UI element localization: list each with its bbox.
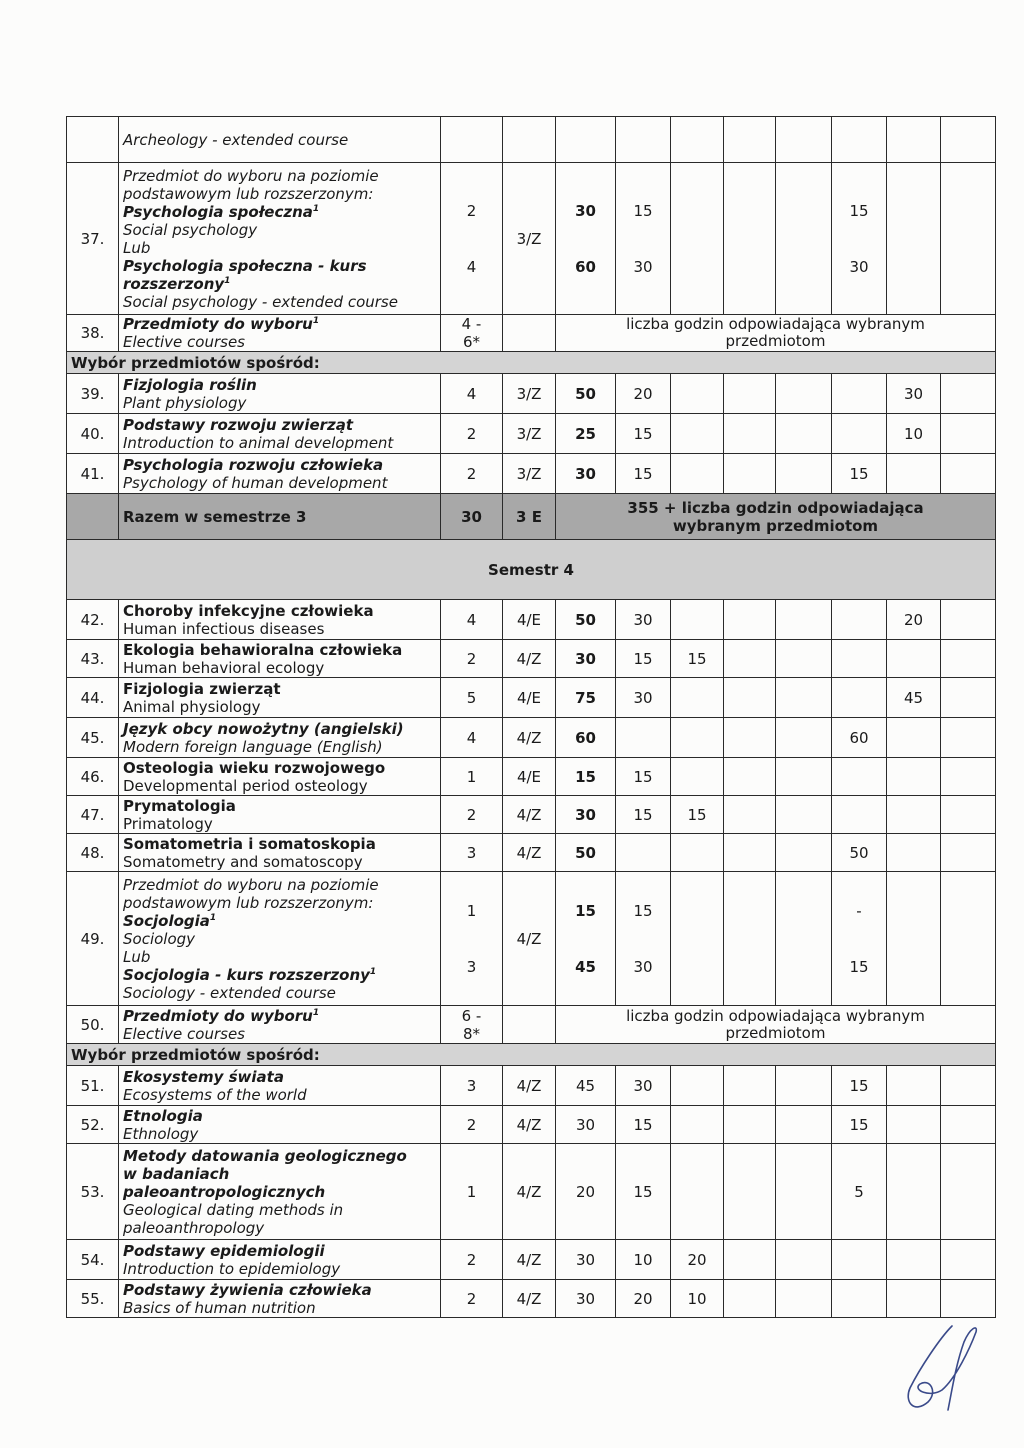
row-number: 49. bbox=[67, 872, 119, 1006]
course-name-pl: Przedmioty do wyboru$^1$ bbox=[123, 1006, 320, 1025]
total-hours: 30 bbox=[556, 640, 616, 678]
course-name-en: Modern foreign language (English) bbox=[123, 737, 383, 756]
hours-value: 30 bbox=[887, 374, 941, 414]
semester-form: 4/E bbox=[503, 678, 556, 718]
table-row bbox=[67, 1240, 996, 1280]
semester-form: 3/Z bbox=[503, 454, 556, 494]
table-row bbox=[67, 834, 996, 872]
semester-form: 4/Z bbox=[503, 1106, 556, 1144]
row-number: 41. bbox=[67, 454, 119, 494]
semester-form: 3/Z bbox=[503, 414, 556, 454]
semester-form: 4/Z bbox=[503, 718, 556, 758]
ects-value: 4 bbox=[466, 257, 477, 276]
hours-value: 10 bbox=[671, 1280, 724, 1318]
course-name-en: Social psychology - extended course bbox=[123, 292, 398, 311]
hours-value: 60 bbox=[832, 718, 887, 758]
table-row bbox=[67, 414, 996, 454]
total-hours: 30 bbox=[556, 1280, 616, 1318]
row-number: 45. bbox=[67, 718, 119, 758]
course-name-en: Elective courses bbox=[123, 1024, 245, 1043]
section-heading: Wybór przedmiotów spośród: bbox=[67, 352, 996, 374]
ects-value: 8* bbox=[462, 1024, 481, 1043]
hours-value: 50 bbox=[832, 834, 887, 872]
course-name-pl: Przedmioty do wyboru$^1$ bbox=[123, 315, 320, 333]
ects-value: 4 bbox=[441, 600, 503, 640]
ects-value: 2 bbox=[441, 454, 503, 494]
hours-value: 15 bbox=[633, 901, 653, 920]
table-row bbox=[67, 374, 996, 414]
course-name-en: Sociology - extended course bbox=[123, 983, 336, 1002]
semester-form: 4/E bbox=[503, 758, 556, 796]
row-number: 37. bbox=[67, 163, 119, 315]
table-row bbox=[67, 1106, 996, 1144]
ects-value: 4 bbox=[441, 374, 503, 414]
total-hours: 45 bbox=[556, 1066, 616, 1106]
hours-value: 15 bbox=[616, 758, 671, 796]
row-number: 47. bbox=[67, 796, 119, 834]
hours-value: 30 bbox=[616, 1066, 671, 1106]
hours-value: - bbox=[856, 901, 862, 920]
hours-value: 15 bbox=[832, 454, 887, 494]
table-row bbox=[67, 796, 996, 834]
hours-value: 45 bbox=[887, 678, 941, 718]
course-name-en: Plant physiology bbox=[123, 393, 247, 412]
row-number: 48. bbox=[67, 834, 119, 872]
total-hours: 30 bbox=[575, 201, 596, 220]
course-name-en: Introduction to epidemiology bbox=[123, 1259, 341, 1278]
curriculum-table bbox=[66, 116, 996, 1318]
ects-value: 2 bbox=[441, 796, 503, 834]
course-name-pl: Etnologia bbox=[123, 1106, 203, 1125]
row-number: 46. bbox=[67, 758, 119, 796]
course-name-en: Human infectious diseases bbox=[123, 619, 325, 638]
ects-value: 1 bbox=[441, 1144, 503, 1240]
course-name-pl: Osteologia wieku rozwojowego bbox=[123, 758, 386, 777]
row-number: 52. bbox=[67, 1106, 119, 1144]
hours-note: przedmiotom bbox=[725, 332, 826, 350]
course-name-pl: w badaniach bbox=[123, 1164, 230, 1183]
row-number: 55. bbox=[67, 1280, 119, 1318]
row-number: 50. bbox=[67, 1006, 119, 1044]
hours-note: liczba godzin odpowiadająca wybranym bbox=[626, 1006, 925, 1025]
ects-total: 30 bbox=[441, 494, 503, 540]
course-name-pl: Ekosystemy świata bbox=[123, 1067, 284, 1086]
hours-total-note: wybranym przedmiotom bbox=[672, 516, 879, 535]
hours-value: 15 bbox=[616, 1106, 671, 1144]
ects-value: 2 bbox=[441, 1106, 503, 1144]
hours-value: 20 bbox=[616, 374, 671, 414]
hours-value: 15 bbox=[616, 1144, 671, 1240]
semester-form: 3/Z bbox=[503, 374, 556, 414]
course-name-pl: Fizjologia roślin bbox=[123, 375, 257, 394]
ects-value: 3 bbox=[466, 957, 477, 976]
course-name-en: Social psychology bbox=[123, 220, 258, 239]
total-hours: 15 bbox=[575, 901, 596, 920]
semester-form: 4/Z bbox=[503, 640, 556, 678]
semester-form: 4/Z bbox=[503, 1066, 556, 1106]
course-name-en: Geological dating methods in bbox=[123, 1200, 344, 1219]
table-row bbox=[67, 1006, 996, 1044]
table-row bbox=[67, 1044, 996, 1066]
course-name-pl: Psychologia społeczna$^1$ bbox=[123, 202, 320, 221]
row-number: 54. bbox=[67, 1240, 119, 1280]
table-row bbox=[67, 315, 996, 352]
course-name-pl: rozszerzony$^1$ bbox=[123, 274, 231, 293]
hours-value: 15 bbox=[616, 454, 671, 494]
ects-value: 4 - bbox=[461, 315, 482, 333]
total-hours: 75 bbox=[556, 678, 616, 718]
total-hours: 50 bbox=[556, 374, 616, 414]
hours-value: 10 bbox=[887, 414, 941, 454]
table-row bbox=[67, 117, 996, 163]
course-name-pl: Choroby infekcyjne człowieka bbox=[123, 601, 374, 620]
hours-value: 15 bbox=[616, 414, 671, 454]
total-hours: 25 bbox=[556, 414, 616, 454]
semester-form: 4/Z bbox=[503, 834, 556, 872]
table-row bbox=[67, 758, 996, 796]
hours-value: 30 bbox=[633, 257, 653, 276]
semester-form: 4/Z bbox=[503, 1280, 556, 1318]
course-name-en: Introduction to animal development bbox=[123, 433, 394, 452]
total-hours: 60 bbox=[575, 257, 596, 276]
hours-value: 15 bbox=[832, 1066, 887, 1106]
ects-value: 5 bbox=[441, 678, 503, 718]
hours-total-note: 355 + liczba godzin odpowiadająca bbox=[627, 498, 924, 517]
semester-form: 3/Z bbox=[503, 163, 556, 315]
semester-total-row bbox=[67, 494, 996, 540]
semester-total-label: Razem w semestrze 3 bbox=[119, 494, 441, 540]
ects-value: 6* bbox=[462, 333, 481, 351]
course-name-en: Animal physiology bbox=[123, 697, 261, 716]
or-label: Lub bbox=[123, 947, 151, 966]
row-number: 53. bbox=[67, 1144, 119, 1240]
course-name-en: Sociology bbox=[123, 929, 196, 948]
hours-note: liczba godzin odpowiadająca wybranym bbox=[626, 315, 925, 333]
semester-form: 4/E bbox=[503, 600, 556, 640]
hours-value: 5 bbox=[832, 1144, 887, 1240]
ects-value: 2 bbox=[441, 640, 503, 678]
table-row bbox=[67, 872, 996, 1006]
total-hours: 20 bbox=[556, 1144, 616, 1240]
table-row bbox=[67, 163, 996, 315]
hours-value: 15 bbox=[616, 796, 671, 834]
hours-value: 15 bbox=[832, 1106, 887, 1144]
elective-intro: podstawowym lub rozszerzonym: bbox=[123, 893, 374, 912]
course-name-en: Somatometry and somatoscopy bbox=[123, 852, 363, 871]
total-hours: 50 bbox=[556, 834, 616, 872]
ects-value: 2 bbox=[441, 414, 503, 454]
table-row bbox=[67, 718, 996, 758]
ects-value: 1 bbox=[441, 758, 503, 796]
course-name-en: paleoanthropology bbox=[123, 1218, 265, 1237]
semester-heading: Semestr 4 bbox=[67, 540, 996, 600]
ects-value: 3 bbox=[441, 834, 503, 872]
hours-note: przedmiotom bbox=[725, 1023, 826, 1042]
table-row bbox=[67, 678, 996, 718]
total-hours: 30 bbox=[556, 454, 616, 494]
course-name-pl: Psychologia rozwoju człowieka bbox=[123, 455, 384, 474]
exam-count: 3 E bbox=[503, 494, 556, 540]
elective-intro: podstawowym lub rozszerzonym: bbox=[123, 184, 374, 203]
course-name-pl: Socjologia$^1$ bbox=[123, 911, 217, 930]
total-hours: 15 bbox=[556, 758, 616, 796]
row-number: 38. bbox=[67, 315, 119, 352]
hours-value: 30 bbox=[616, 600, 671, 640]
course-name-pl: Socjologia - kurs rozszerzony$^1$ bbox=[123, 965, 377, 984]
hours-value: 15 bbox=[671, 796, 724, 834]
course-name-en: Archeology - extended course bbox=[123, 130, 349, 149]
hours-value: 15 bbox=[633, 201, 653, 220]
course-name-pl: Metody datowania geologicznego bbox=[123, 1146, 407, 1165]
table-row bbox=[67, 352, 996, 374]
total-hours: 30 bbox=[556, 1106, 616, 1144]
hours-value: 15 bbox=[616, 640, 671, 678]
table-row bbox=[67, 1280, 996, 1318]
section-heading: Wybór przedmiotów spośród: bbox=[67, 1044, 996, 1066]
table-row bbox=[67, 640, 996, 678]
total-hours: 30 bbox=[556, 796, 616, 834]
hours-value: 10 bbox=[616, 1240, 671, 1280]
ects-value: 1 bbox=[466, 901, 477, 920]
course-name-pl: Podstawy epidemiologii bbox=[123, 1241, 325, 1260]
table-row bbox=[67, 1066, 996, 1106]
ects-value: 4 bbox=[441, 718, 503, 758]
hours-value: 30 bbox=[849, 257, 869, 276]
hours-value: 30 bbox=[633, 957, 653, 976]
semester-heading-row bbox=[67, 540, 996, 600]
course-name-en: Ecosystems of the world bbox=[123, 1085, 307, 1104]
course-name-en: Elective courses bbox=[123, 333, 245, 351]
row-number: 43. bbox=[67, 640, 119, 678]
course-name-pl: Prymatologia bbox=[123, 796, 236, 815]
hours-value: 20 bbox=[887, 600, 941, 640]
total-hours: 30 bbox=[556, 1240, 616, 1280]
course-name-en: Primatology bbox=[123, 814, 213, 833]
elective-intro: Przedmiot do wyboru na poziomie bbox=[123, 875, 379, 894]
row-number: 42. bbox=[67, 600, 119, 640]
row-number: 51. bbox=[67, 1066, 119, 1106]
total-hours: 45 bbox=[575, 957, 596, 976]
ects-value: 2 bbox=[441, 1240, 503, 1280]
course-name-en: Basics of human nutrition bbox=[123, 1298, 316, 1317]
course-name-pl: paleoantropologicznych bbox=[123, 1182, 326, 1201]
ects-value: 2 bbox=[441, 1280, 503, 1318]
table-row bbox=[67, 600, 996, 640]
course-name-pl: Podstawy żywienia człowieka bbox=[123, 1280, 372, 1299]
course-name-pl: Psychologia społeczna - kurs bbox=[123, 256, 367, 275]
hours-value: 15 bbox=[671, 640, 724, 678]
row-number: 44. bbox=[67, 678, 119, 718]
course-name-pl: Podstawy rozwoju zwierząt bbox=[123, 415, 354, 434]
semester-form: 4/Z bbox=[503, 1240, 556, 1280]
elective-intro: Przedmiot do wyboru na poziomie bbox=[123, 166, 379, 185]
semester-form: 4/Z bbox=[503, 1144, 556, 1240]
row-number: 39. bbox=[67, 374, 119, 414]
ects-value: 2 bbox=[466, 201, 477, 220]
course-name-pl: Fizjologia zwierząt bbox=[123, 679, 281, 698]
row-number: 40. bbox=[67, 414, 119, 454]
table-row bbox=[67, 1144, 996, 1240]
hours-value: 15 bbox=[849, 957, 869, 976]
handwritten-signature bbox=[890, 1318, 986, 1418]
ects-value: 3 bbox=[441, 1066, 503, 1106]
table-row bbox=[67, 454, 996, 494]
hours-value: 30 bbox=[616, 678, 671, 718]
hours-value: 15 bbox=[849, 201, 869, 220]
semester-form: 4/Z bbox=[503, 872, 556, 1006]
semester-form: 4/Z bbox=[503, 796, 556, 834]
course-name-en: Developmental period osteology bbox=[123, 776, 368, 795]
course-name-en: Ethnology bbox=[123, 1124, 199, 1143]
total-hours: 50 bbox=[556, 600, 616, 640]
hours-value: 20 bbox=[616, 1280, 671, 1318]
course-name-pl: Somatometria i somatoskopia bbox=[123, 834, 376, 853]
course-name-pl: Język obcy nowożytny (angielski) bbox=[123, 719, 404, 738]
ects-value: 6 - bbox=[461, 1006, 482, 1025]
course-name-en: Human behavioral ecology bbox=[123, 658, 325, 677]
course-name-en: Psychology of human development bbox=[123, 473, 388, 492]
hours-value: 20 bbox=[671, 1240, 724, 1280]
course-name-pl: Ekologia behawioralna człowieka bbox=[123, 640, 403, 659]
or-label: Lub bbox=[123, 238, 151, 257]
total-hours: 60 bbox=[556, 718, 616, 758]
